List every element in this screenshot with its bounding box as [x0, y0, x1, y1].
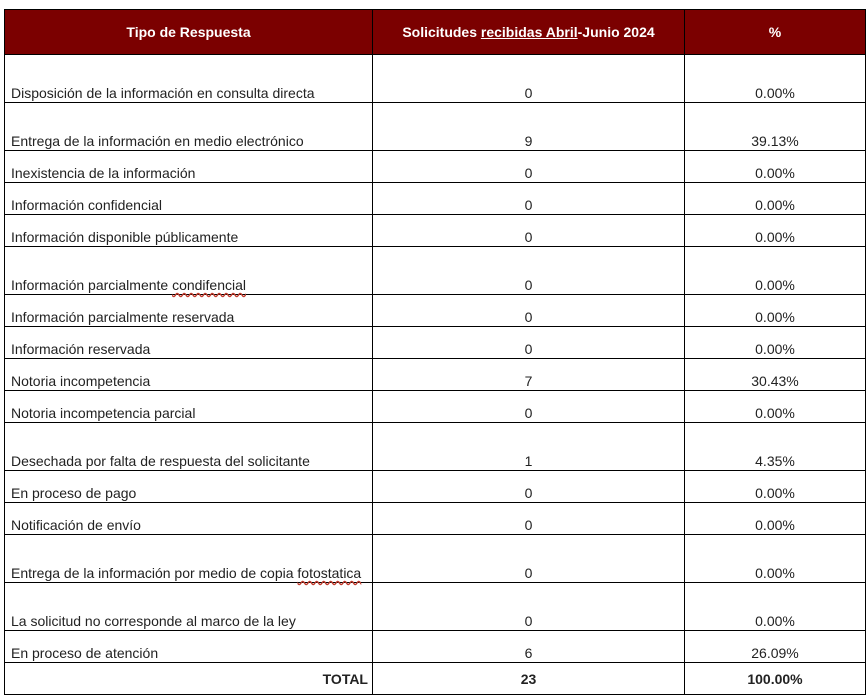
response-type-cell: Notificación de envío [5, 503, 373, 535]
response-type-cell: Disposición de la información en consulta directa [5, 55, 373, 103]
response-type-cell: La solicitud no corresponde al marco de la ley [5, 583, 373, 631]
count-cell: 7 [373, 359, 685, 391]
count-cell: 0 [373, 583, 685, 631]
header-tipo-respuesta: Tipo de Respuesta [5, 10, 373, 55]
percent-cell: 0.00% [685, 295, 866, 327]
percent-cell: 0.00% [685, 327, 866, 359]
header-underlined-text: recibidas Abril [480, 24, 578, 40]
percent-cell: 4.35% [685, 423, 866, 471]
table-row [5, 535, 866, 583]
count-cell: 0 [373, 535, 685, 583]
percent-cell: 39.13% [685, 103, 866, 151]
count-cell: 0 [373, 215, 685, 247]
response-type-cell: Entrega de la información en medio electrónico [5, 103, 373, 151]
count-cell: 0 [373, 295, 685, 327]
misspelled-word: fotostatica [297, 565, 362, 581]
table-header-row [5, 10, 866, 55]
response-type-cell: Notoria incompetencia parcial [5, 391, 373, 423]
response-type-cell: Desechada por falta de respuesta del solicitante [5, 423, 373, 471]
total-percent: 100.00% [685, 663, 866, 695]
percent-cell: 0.00% [685, 535, 866, 583]
percent-cell: 0.00% [685, 55, 866, 103]
table-row [5, 151, 866, 183]
response-type-cell: Inexistencia de la información [5, 151, 373, 183]
count-cell: 0 [373, 247, 685, 295]
table-row [5, 295, 866, 327]
response-type-cell: Información reservada [5, 327, 373, 359]
table-row [5, 503, 866, 535]
responses-table [4, 9, 866, 695]
table-row [5, 247, 866, 295]
table-row [5, 359, 866, 391]
count-cell: 1 [373, 423, 685, 471]
table-row [5, 471, 866, 503]
table-row [5, 631, 866, 663]
count-cell: 0 [373, 151, 685, 183]
total-row [5, 663, 866, 695]
response-type-cell: Entrega de la información por medio de copia fotostatica [5, 535, 373, 583]
percent-cell: 0.00% [685, 247, 866, 295]
table-row [5, 103, 866, 151]
count-cell: 0 [373, 55, 685, 103]
response-type-cell: Información disponible públicamente [5, 215, 373, 247]
percent-cell: 0.00% [685, 583, 866, 631]
count-cell: 0 [373, 471, 685, 503]
table-body [5, 55, 866, 663]
count-cell: 0 [373, 327, 685, 359]
response-type-cell: Información parcialmente reservada [5, 295, 373, 327]
count-cell: 9 [373, 103, 685, 151]
count-cell: 0 [373, 183, 685, 215]
table-row [5, 423, 866, 471]
percent-cell: 0.00% [685, 151, 866, 183]
header-percent: % [685, 10, 866, 55]
percent-cell: 0.00% [685, 215, 866, 247]
total-label: TOTAL [5, 663, 373, 695]
count-cell: 0 [373, 503, 685, 535]
table-row [5, 55, 866, 103]
table-row [5, 391, 866, 423]
misspelled-word: condifencial [172, 277, 247, 293]
table-row [5, 215, 866, 247]
percent-cell: 0.00% [685, 471, 866, 503]
percent-cell: 0.00% [685, 503, 866, 535]
percent-cell: 0.00% [685, 183, 866, 215]
response-type-cell: Información parcialmente condifencial [5, 247, 373, 295]
table-row [5, 183, 866, 215]
response-type-cell: Información confidencial [5, 183, 373, 215]
table-row [5, 327, 866, 359]
count-cell: 6 [373, 631, 685, 663]
response-type-cell: En proceso de pago [5, 471, 373, 503]
total-count: 23 [373, 663, 685, 695]
percent-cell: 30.43% [685, 359, 866, 391]
percent-cell: 0.00% [685, 391, 866, 423]
response-type-cell: Notoria incompetencia [5, 359, 373, 391]
response-type-cell: En proceso de atención [5, 631, 373, 663]
count-cell: 0 [373, 391, 685, 423]
percent-cell: 26.09% [685, 631, 866, 663]
header-solicitudes: Solicitudes recibidas Abril-Junio 2024 [373, 10, 685, 55]
table-row [5, 583, 866, 631]
